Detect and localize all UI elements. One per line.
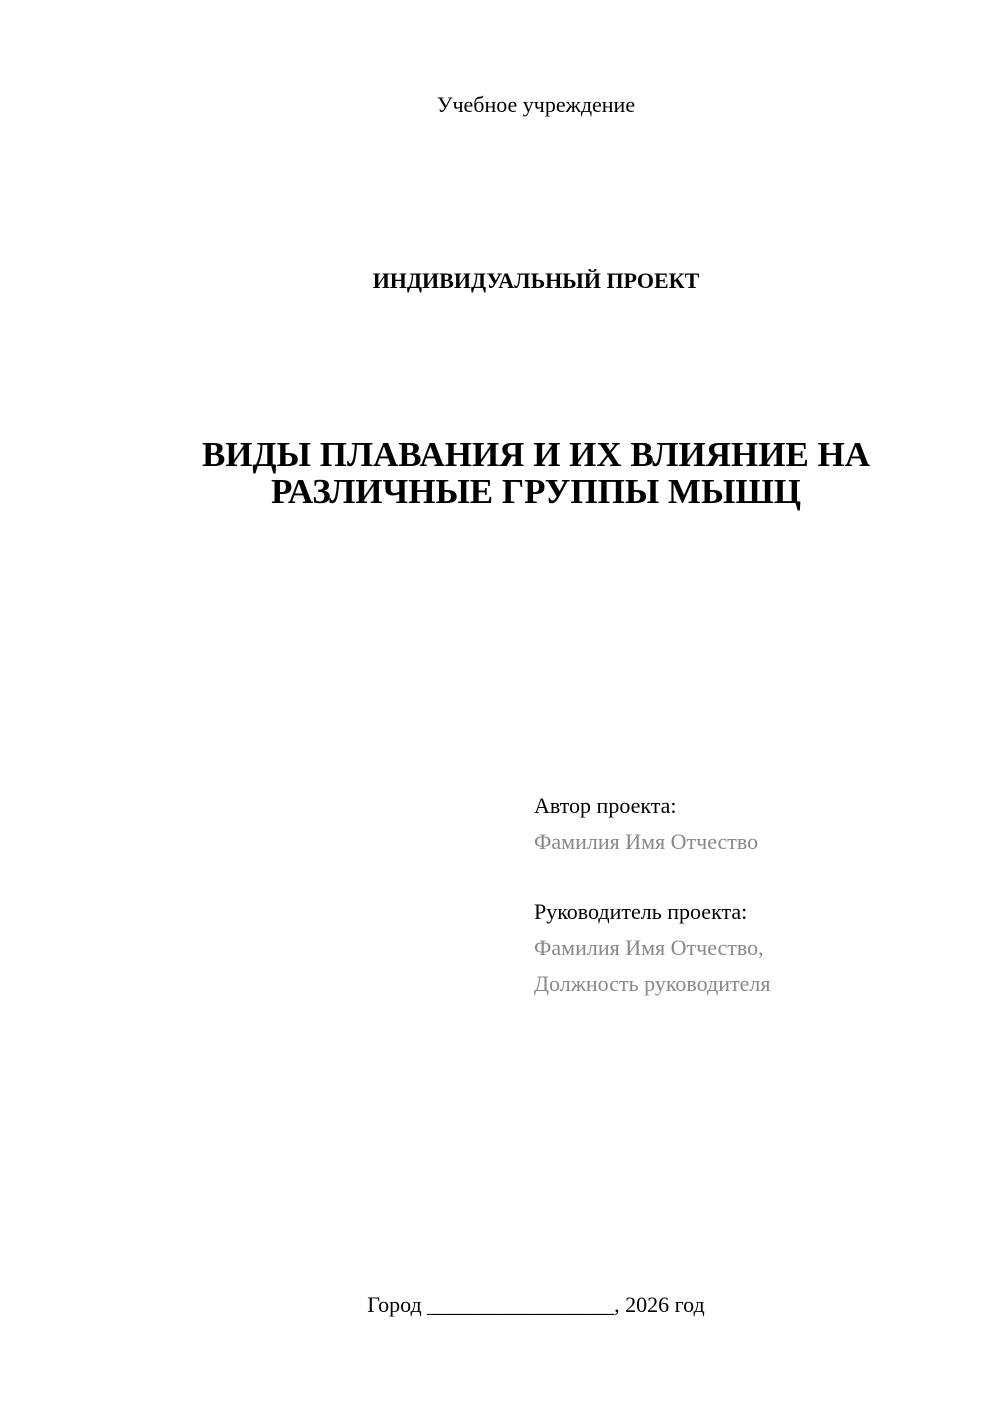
supervisor-position: Должность руководителя <box>534 971 771 996</box>
supervisor-name: Фамилия Имя Отчество, <box>534 935 764 960</box>
info-spacer <box>534 860 974 894</box>
project-title <box>0 436 1000 510</box>
project-title-line-2: РАЗЛИЧНЫЕ ГРУППЫ МЫШЦ <box>270 472 801 511</box>
author-name: Фамилия Имя Отчество <box>534 829 759 854</box>
supervisor-label: Руководитель проекта: <box>534 899 748 924</box>
city-year-line: Город _________________, 2026 год <box>367 1292 705 1317</box>
institution-name: Учебное учреждение <box>436 92 636 117</box>
author-label: Автор проекта: <box>534 793 677 818</box>
document-type: ИНДИВИДУАЛЬНЫЙ ПРОЕКТ <box>372 268 700 293</box>
project-title-line-1: ВИДЫ ПЛАВАНИЯ И ИХ ВЛИЯНИЕ НА <box>201 435 871 474</box>
project-info-block <box>534 788 974 1002</box>
